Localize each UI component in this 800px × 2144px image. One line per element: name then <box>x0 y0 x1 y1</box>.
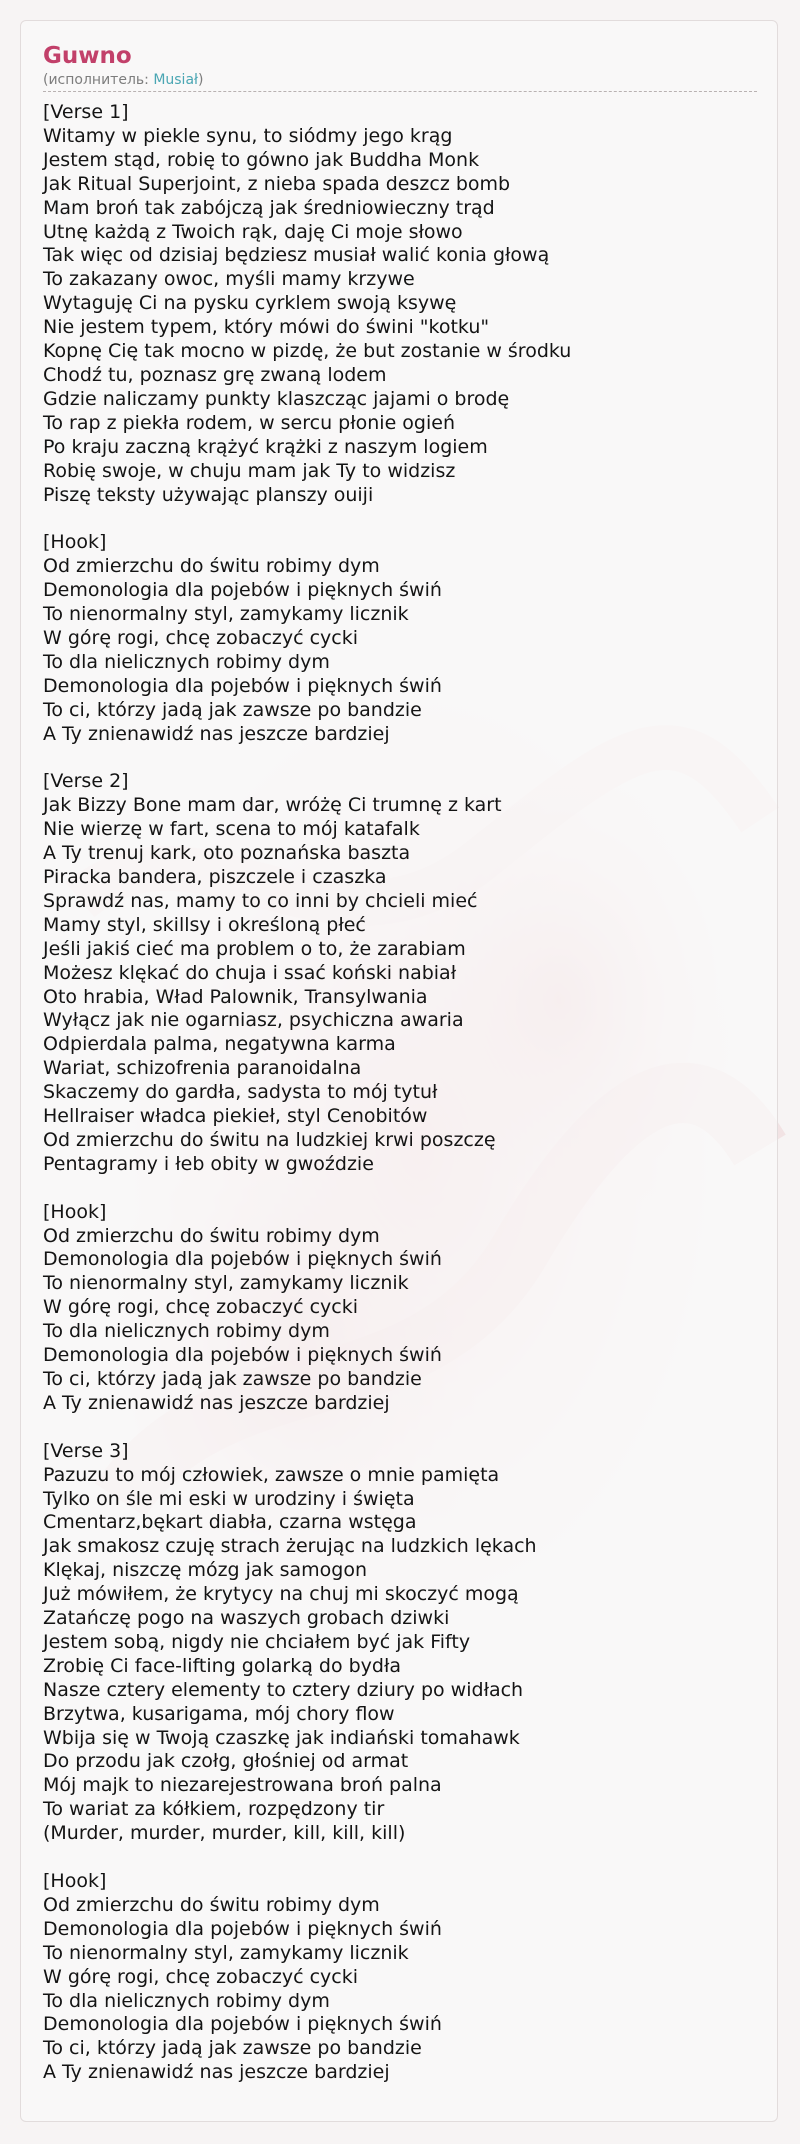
lyric-line: Wyłącz jak nie ogarniasz, psychiczna awaria <box>43 1009 464 1032</box>
lyric-line: To rap z piekła rodem, w sercu płonie ogień <box>43 411 455 434</box>
lyric-line: Od zmierzchu do świtu robimy dym <box>43 555 380 578</box>
lyric-line: Pentagramy i łeb obity w gwoździe <box>43 1152 374 1175</box>
lyric-line: Klękaj, niszczę mózg jak samogon <box>43 1559 368 1582</box>
lyric-line <box>43 507 757 531</box>
lyric-line: Jak Ritual Superjoint, z nieba spada deszcz bomb <box>43 172 511 195</box>
lyric-line: W górę rogi, chcę zobaczyć cycki <box>43 626 359 649</box>
artist-link[interactable]: Musiał <box>153 72 199 88</box>
lyric-line: Jak smakosz czuję strach żerując na ludzkich lękach <box>43 1535 537 1558</box>
lyric-line: Jestem sobą, nigdy nie chciałem być jak Fifty <box>43 1630 471 1653</box>
lyric-line: Utnę każdą z Twoich rąk, daję Ci moje słowo <box>43 220 463 243</box>
section-heading: [Verse 3] <box>43 1439 129 1462</box>
lyric-line: A Ty znienawidź nas jeszcze bardziej <box>43 1391 390 1414</box>
lyric-line: Skaczemy do gardła, sadysta to mój tytuł <box>43 1081 438 1104</box>
lyric-line: To nienormalny styl, zamykamy licznik <box>43 1941 409 1964</box>
lyric-line: Nie wierzę w fart, scena to mój katafalk <box>43 818 420 841</box>
lyric-line: Jestem stąd, robię to gówno jak Buddha Monk <box>43 148 480 171</box>
lyric-line: Od zmierzchu do świtu na ludzkiej krwi poszczę <box>43 1128 496 1151</box>
lyric-line: Cmentarz,bękart diabła, czarna wstęga <box>43 1511 417 1534</box>
lyric-line: Pazuzu to mój człowiek, zawsze o mnie pamięta <box>43 1463 500 1486</box>
lyric-line: Hellraiser władca piekieł, styl Cenobitów <box>43 1105 428 1128</box>
lyric-line: A Ty znienawidź nas jeszcze bardziej <box>43 2061 390 2084</box>
lyric-line: Po kraju zaczną krążyć krążki z naszym logiem <box>43 435 488 458</box>
lyric-line: Piracka bandera, piszczele i czaszka <box>43 865 387 888</box>
song-title: Guwno <box>43 43 132 69</box>
lyric-line: Demonologia dla pojebów i pięknych świń <box>43 2013 442 2036</box>
lyric-line: Jak Bizzy Bone mam dar, wróżę Ci trumnę z kart <box>43 794 502 817</box>
lyric-line: To zakazany owoc, myśli mamy krzywe <box>43 268 415 291</box>
lyric-line: Do przodu jak czołg, głośniej od armat <box>43 1750 409 1773</box>
lyric-line <box>43 1416 757 1440</box>
lyric-line: Możesz klękać do chuja i ssać koński nabiał <box>43 961 457 984</box>
lyric-line: To wariat za kółkiem, rozpędzony tir <box>43 1798 385 1821</box>
artist-prefix: (исполнитель: <box>43 72 154 88</box>
section-heading: [Verse 2] <box>43 770 129 793</box>
lyric-line: To dla nielicznych robimy dym <box>43 1989 330 2012</box>
lyric-line: W górę rogi, chcę zobaczyć cycki <box>43 1965 359 1988</box>
lyrics-text <box>43 101 757 2085</box>
lyric-line: Mam broń tak zabójczą jak średniowieczny trąd <box>43 196 495 219</box>
lyric-line: Witamy w piekle synu, to siódmy jego krąg <box>43 124 453 147</box>
lyric-line: To ci, którzy jadą jak zawsze po bandzie <box>43 698 422 721</box>
lyric-line: Mój majk to niezarejestrowana broń palna <box>43 1774 442 1797</box>
lyric-line: Nie jestem typem, który mówi do świni "kotku" <box>43 316 490 339</box>
lyric-line: Brzytwa, kusarigama, mój chory flow <box>43 1702 395 1725</box>
lyric-line: A Ty znienawidź nas jeszcze bardziej <box>43 722 390 745</box>
lyric-line: Od zmierzchu do świtu robimy dym <box>43 1224 380 1247</box>
section-heading: [Hook] <box>43 1869 107 1892</box>
lyric-line: To dla nielicznych robimy dym <box>43 650 330 673</box>
lyric-line: (Murder, murder, murder, kill, kill, kill) <box>43 1822 406 1845</box>
lyric-line: To dla nielicznych robimy dym <box>43 1320 330 1343</box>
lyric-line <box>43 746 757 770</box>
section-heading: [Hook] <box>43 531 107 554</box>
lyric-line: Wytaguję Ci na pysku cyrklem swoją ksywę <box>43 292 457 315</box>
lyric-line: Jeśli jakiś cieć ma problem o to, że zarabiam <box>43 937 466 960</box>
lyrics-content <box>43 41 757 2085</box>
section-heading: [Verse 1] <box>43 101 129 123</box>
lyric-line: Zrobię Ci face-lifting golarką do bydła <box>43 1654 402 1677</box>
lyric-line: Tak więc od dzisiaj będziesz musiał walić konia głową <box>43 244 550 267</box>
lyric-line: Piszę teksty używając planszy ouiji <box>43 483 374 506</box>
lyric-line: Robię swoje, w chuju mam jak Ty to widzisz <box>43 459 456 482</box>
lyric-line: Nasze cztery elementy to cztery dziury po widłach <box>43 1678 524 1701</box>
lyric-line: To ci, którzy jadą jak zawsze po bandzie <box>43 2037 422 2060</box>
lyric-line: Demonologia dla pojebów i pięknych świń <box>43 674 442 697</box>
lyric-line <box>43 1177 757 1201</box>
lyric-line: Tylko on śle mi eski w urodziny i święta <box>43 1487 415 1510</box>
lyric-line: Już mówiłem, że krytycy na chuj mi skoczyć mogą <box>43 1583 519 1606</box>
artist-line <box>43 71 757 92</box>
lyric-line: Demonologia dla pojebów i pięknych świń <box>43 579 442 602</box>
lyric-line: Demonologia dla pojebów i pięknych świń <box>43 1344 442 1367</box>
lyric-line: Chodź tu, poznasz grę zwaną lodem <box>43 363 387 386</box>
artist-suffix: ) <box>198 72 204 88</box>
lyrics-card <box>20 20 778 2122</box>
lyric-line: Odpierdala palma, negatywna karma <box>43 1033 396 1056</box>
lyric-line <box>43 1846 757 1870</box>
lyric-line: To ci, którzy jadą jak zawsze po bandzie <box>43 1367 422 1390</box>
lyric-line: Zatańczę pogo na waszych grobach dziwki <box>43 1607 450 1630</box>
lyric-line: To nienormalny styl, zamykamy licznik <box>43 603 409 626</box>
lyric-line: Sprawdź nas, mamy to co inni by chcieli mieć <box>43 889 478 912</box>
lyric-line: Wbija się w Twoją czaszkę jak indiański tomahawk <box>43 1726 520 1749</box>
lyric-line: A Ty trenuj kark, oto poznańska baszta <box>43 842 411 865</box>
lyric-line: Od zmierzchu do świtu robimy dym <box>43 1893 380 1916</box>
lyric-line: Kopnę Cię tak mocno w pizdę, że but zostanie w środku <box>43 340 572 363</box>
lyric-line: Demonologia dla pojebów i pięknych świń <box>43 1248 442 1271</box>
lyric-line: Oto hrabia, Wład Palownik, Transylwania <box>43 985 428 1008</box>
lyric-line: To nienormalny styl, zamykamy licznik <box>43 1272 409 1295</box>
lyric-line: Mamy styl, skillsy i określoną płeć <box>43 913 366 936</box>
lyric-line: Demonologia dla pojebów i pięknych świń <box>43 1917 442 1940</box>
lyric-line: Wariat, schizofrenia paranoidalna <box>43 1057 362 1080</box>
lyric-line: W górę rogi, chcę zobaczyć cycki <box>43 1296 359 1319</box>
section-heading: [Hook] <box>43 1200 107 1223</box>
lyric-line: Gdzie naliczamy punkty klaszcząc jajami o brodę <box>43 387 510 410</box>
